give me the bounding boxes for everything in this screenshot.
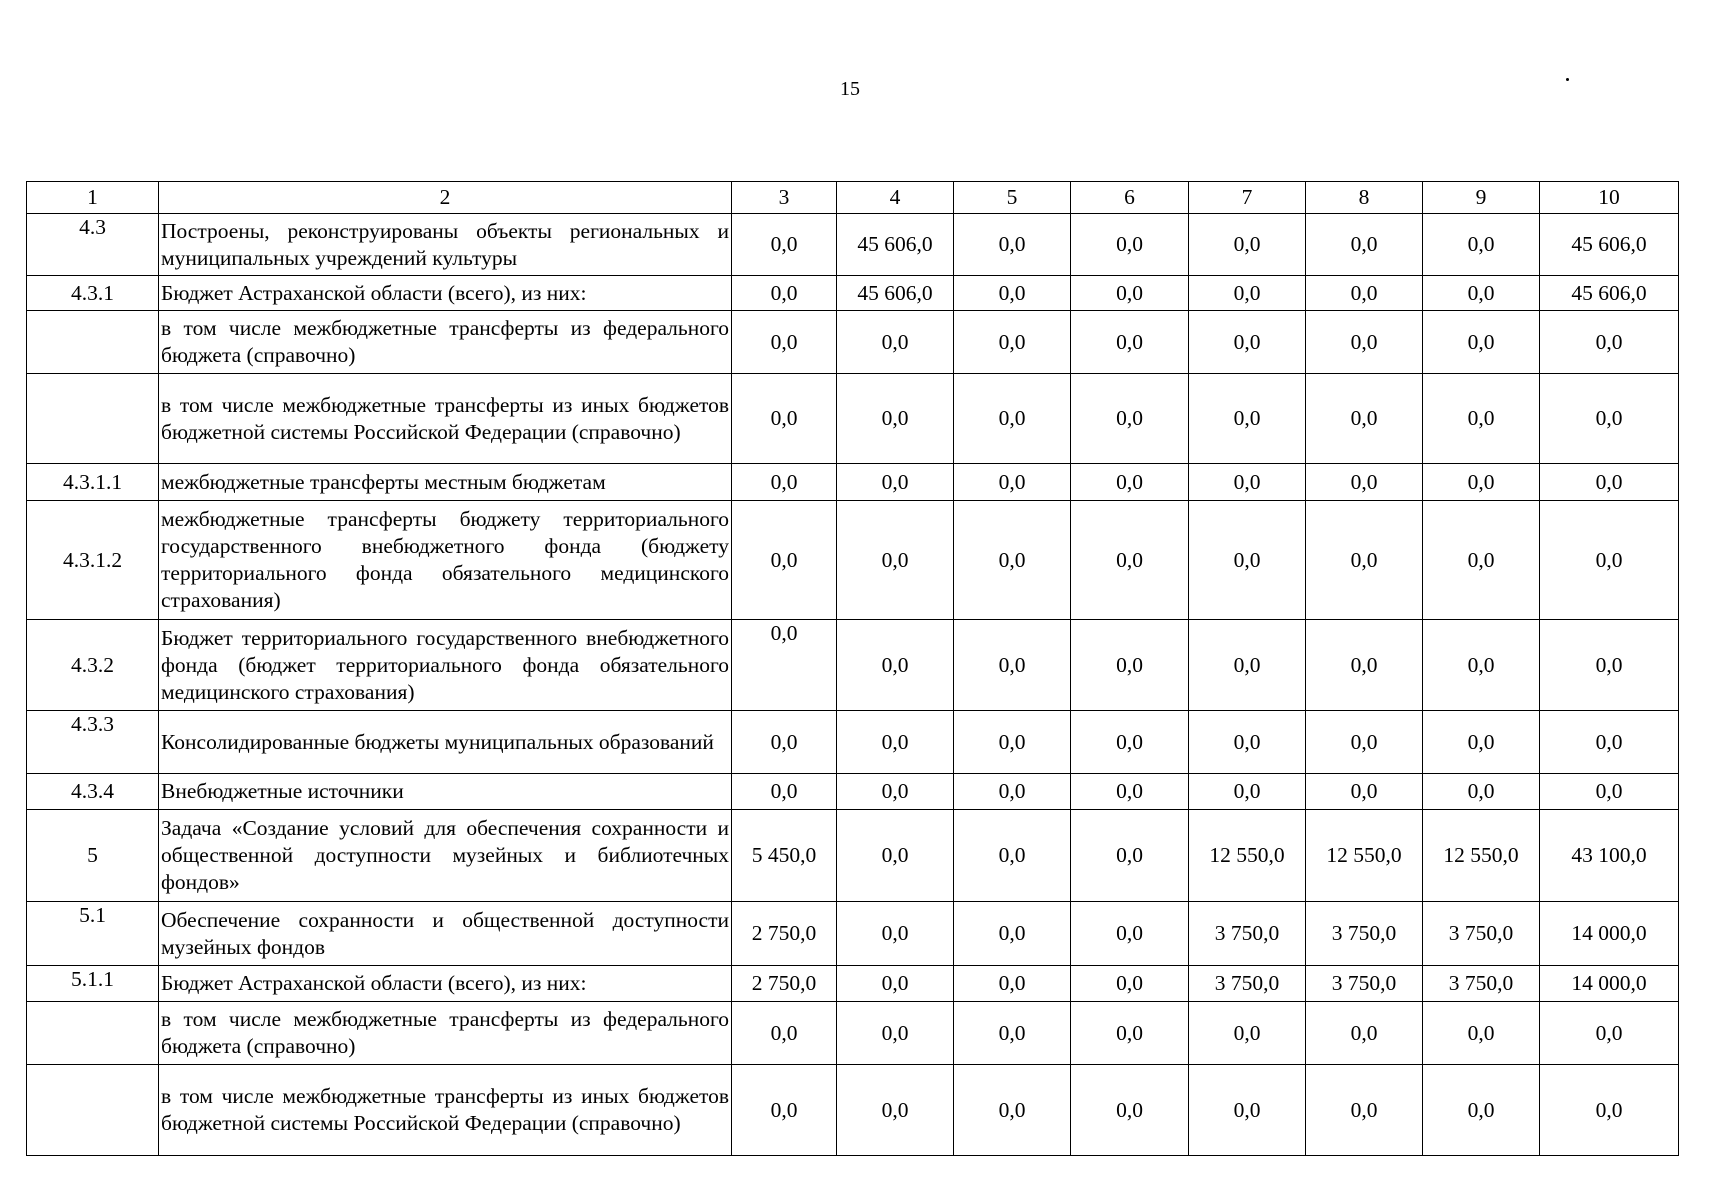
header-cell: 2 [159, 182, 732, 214]
row-description-cell: в том числе межбюджетные трансферты из иных бюджетов бюджетной системы Российской Федерации (справочно) [159, 374, 732, 464]
value-cell-col-8: 0,0 [1306, 464, 1423, 501]
header-cell: 8 [1306, 182, 1423, 214]
value-cell-col-7: 3 750,0 [1189, 966, 1306, 1002]
value-cell-col-8: 0,0 [1306, 501, 1423, 620]
row-number-cell: 4.3.1 [27, 276, 159, 311]
row-number-cell: 4.3.3 [27, 711, 159, 774]
row-number-cell: 4.3.1.2 [27, 501, 159, 620]
row-description-cell: межбюджетные трансферты местным бюджетам [159, 464, 732, 501]
value-cell-col-7: 0,0 [1189, 464, 1306, 501]
value-cell-col-10: 0,0 [1540, 501, 1679, 620]
value-cell-col-8: 0,0 [1306, 620, 1423, 711]
value-cell-col-10: 0,0 [1540, 1065, 1679, 1156]
value-cell-col-3: 0,0 [732, 711, 837, 774]
value-cell-col-7: 0,0 [1189, 1002, 1306, 1065]
value-cell-col-9: 0,0 [1423, 311, 1540, 374]
row-description-cell: Внебюджетные источники [159, 774, 732, 810]
table-row [27, 276, 1679, 311]
table-row [27, 774, 1679, 810]
value-cell-col-10: 0,0 [1540, 774, 1679, 810]
value-cell-col-10: 0,0 [1540, 620, 1679, 711]
value-cell-col-9: 0,0 [1423, 276, 1540, 311]
page-number: 15 [840, 78, 860, 100]
value-cell-col-9: 0,0 [1423, 214, 1540, 276]
row-description-cell: Бюджет Астраханской области (всего), из них: [159, 966, 732, 1002]
value-cell-col-9: 0,0 [1423, 464, 1540, 501]
value-cell-col-8: 0,0 [1306, 311, 1423, 374]
budget-table-body [27, 182, 1679, 1156]
value-cell-col-6: 0,0 [1071, 620, 1189, 711]
row-description-cell: в том числе межбюджетные трансферты из федерального бюджета (справочно) [159, 1002, 732, 1065]
table-row [27, 620, 1679, 711]
value-cell-col-8: 0,0 [1306, 1065, 1423, 1156]
value-cell-col-10: 14 000,0 [1540, 966, 1679, 1002]
value-cell-col-4: 0,0 [837, 620, 954, 711]
header-row [27, 182, 1679, 214]
value-cell-col-9: 0,0 [1423, 774, 1540, 810]
header-cell: 9 [1423, 182, 1540, 214]
value-cell-col-4: 0,0 [837, 464, 954, 501]
value-cell-col-7: 0,0 [1189, 276, 1306, 311]
row-number-cell: 5.1.1 [27, 966, 159, 1002]
header-cell: 4 [837, 182, 954, 214]
value-cell-col-3: 0,0 [732, 1002, 837, 1065]
row-number-cell: 5 [27, 810, 159, 902]
row-number-cell [27, 1065, 159, 1156]
value-cell-col-9: 0,0 [1423, 501, 1540, 620]
value-cell-col-9: 3 750,0 [1423, 966, 1540, 1002]
value-cell-col-4: 45 606,0 [837, 214, 954, 276]
table-row [27, 966, 1679, 1002]
value-cell-col-7: 0,0 [1189, 711, 1306, 774]
header-cell: 3 [732, 182, 837, 214]
value-cell-col-4: 0,0 [837, 311, 954, 374]
value-cell-col-10: 0,0 [1540, 711, 1679, 774]
value-cell-col-5: 0,0 [954, 501, 1071, 620]
value-cell-col-9: 0,0 [1423, 374, 1540, 464]
value-cell-col-5: 0,0 [954, 214, 1071, 276]
value-cell-col-4: 0,0 [837, 810, 954, 902]
row-description-cell: в том числе межбюджетные трансферты из иных бюджетов бюджетной системы Российской Федерации (справочно) [159, 1065, 732, 1156]
value-cell-col-3: 5 450,0 [732, 810, 837, 902]
value-cell-col-4: 0,0 [837, 1065, 954, 1156]
value-cell-col-10: 43 100,0 [1540, 810, 1679, 902]
row-description-cell: в том числе межбюджетные трансферты из федерального бюджета (справочно) [159, 311, 732, 374]
row-number-cell [27, 1002, 159, 1065]
row-number-cell [27, 374, 159, 464]
value-cell-col-10: 0,0 [1540, 311, 1679, 374]
value-cell-col-9: 0,0 [1423, 1002, 1540, 1065]
value-cell-col-7: 0,0 [1189, 501, 1306, 620]
value-cell-col-10: 14 000,0 [1540, 902, 1679, 966]
table-row [27, 501, 1679, 620]
budget-table [26, 181, 1679, 1156]
table-row [27, 311, 1679, 374]
value-cell-col-4: 0,0 [837, 501, 954, 620]
value-cell-col-5: 0,0 [954, 311, 1071, 374]
value-cell-col-3: 2 750,0 [732, 966, 837, 1002]
value-cell-col-9: 0,0 [1423, 1065, 1540, 1156]
value-cell-col-8: 0,0 [1306, 214, 1423, 276]
value-cell-col-7: 0,0 [1189, 774, 1306, 810]
row-description-cell: Бюджет территориального государственного внебюджетного фонда (бюджет территориального фонда обязательного медицинского страхования) [159, 620, 732, 711]
value-cell-col-10: 45 606,0 [1540, 214, 1679, 276]
value-cell-col-3: 0,0 [732, 214, 837, 276]
value-cell-col-6: 0,0 [1071, 774, 1189, 810]
table-row [27, 810, 1679, 902]
value-cell-col-9: 0,0 [1423, 620, 1540, 711]
value-cell-col-9: 3 750,0 [1423, 902, 1540, 966]
header-cell: 5 [954, 182, 1071, 214]
value-cell-col-10: 0,0 [1540, 1002, 1679, 1065]
value-cell-col-3: 0,0 [732, 464, 837, 501]
value-cell-col-5: 0,0 [954, 810, 1071, 902]
value-cell-col-5: 0,0 [954, 276, 1071, 311]
value-cell-col-6: 0,0 [1071, 902, 1189, 966]
value-cell-col-6: 0,0 [1071, 501, 1189, 620]
value-cell-col-8: 3 750,0 [1306, 902, 1423, 966]
value-cell-col-7: 0,0 [1189, 1065, 1306, 1156]
value-cell-col-9: 12 550,0 [1423, 810, 1540, 902]
table-row [27, 374, 1679, 464]
row-number-cell: 5.1 [27, 902, 159, 966]
table-row [27, 711, 1679, 774]
value-cell-col-3: 0,0 [732, 374, 837, 464]
header-cell: 10 [1540, 182, 1679, 214]
value-cell-col-3: 0,0 [732, 276, 837, 311]
table-row [27, 902, 1679, 966]
value-cell-col-4: 0,0 [837, 1002, 954, 1065]
header-cell: 6 [1071, 182, 1189, 214]
value-cell-col-4: 0,0 [837, 774, 954, 810]
value-cell-col-6: 0,0 [1071, 464, 1189, 501]
row-number-cell: 4.3.1.1 [27, 464, 159, 501]
row-description-cell: Задача «Создание условий для обеспечения сохранности и общественной доступности музейных и библиотечных фондов» [159, 810, 732, 902]
row-description-cell: Построены, реконструированы объекты региональных и муниципальных учреждений культуры [159, 214, 732, 276]
value-cell-col-8: 0,0 [1306, 711, 1423, 774]
value-cell-col-6: 0,0 [1071, 810, 1189, 902]
row-number-cell: 4.3 [27, 214, 159, 276]
value-cell-col-4: 0,0 [837, 902, 954, 966]
row-number-cell: 4.3.2 [27, 620, 159, 711]
value-cell-col-6: 0,0 [1071, 966, 1189, 1002]
value-cell-col-8: 3 750,0 [1306, 966, 1423, 1002]
value-cell-col-6: 0,0 [1071, 214, 1189, 276]
value-cell-col-5: 0,0 [954, 620, 1071, 711]
value-cell-col-5: 0,0 [954, 966, 1071, 1002]
value-cell-col-8: 0,0 [1306, 774, 1423, 810]
value-cell-col-5: 0,0 [954, 464, 1071, 501]
row-number-cell: 4.3.4 [27, 774, 159, 810]
value-cell-col-3: 0,0 [732, 311, 837, 374]
value-cell-col-4: 45 606,0 [837, 276, 954, 311]
value-cell-col-10: 0,0 [1540, 464, 1679, 501]
value-cell-col-4: 0,0 [837, 966, 954, 1002]
value-cell-col-8: 0,0 [1306, 276, 1423, 311]
value-cell-col-7: 0,0 [1189, 311, 1306, 374]
value-cell-col-3: 2 750,0 [732, 902, 837, 966]
row-description-cell: Обеспечение сохранности и общественной доступности музейных фондов [159, 902, 732, 966]
value-cell-col-4: 0,0 [837, 374, 954, 464]
header-cell: 7 [1189, 182, 1306, 214]
row-number-cell [27, 311, 159, 374]
value-cell-col-7: 3 750,0 [1189, 902, 1306, 966]
value-cell-col-3: 0,0 [732, 501, 837, 620]
value-cell-col-5: 0,0 [954, 1065, 1071, 1156]
value-cell-col-10: 0,0 [1540, 374, 1679, 464]
value-cell-col-8: 12 550,0 [1306, 810, 1423, 902]
value-cell-col-7: 12 550,0 [1189, 810, 1306, 902]
value-cell-col-7: 0,0 [1189, 374, 1306, 464]
value-cell-col-7: 0,0 [1189, 620, 1306, 711]
value-cell-col-3: 0,0 [732, 774, 837, 810]
table-row [27, 1002, 1679, 1065]
value-cell-col-5: 0,0 [954, 774, 1071, 810]
header-cell: 1 [27, 182, 159, 214]
value-cell-col-7: 0,0 [1189, 214, 1306, 276]
value-cell-col-8: 0,0 [1306, 374, 1423, 464]
value-cell-col-9: 0,0 [1423, 711, 1540, 774]
value-cell-col-5: 0,0 [954, 374, 1071, 464]
value-cell-col-5: 0,0 [954, 902, 1071, 966]
value-cell-col-4: 0,0 [837, 711, 954, 774]
table-row [27, 214, 1679, 276]
value-cell-col-8: 0,0 [1306, 1002, 1423, 1065]
value-cell-col-6: 0,0 [1071, 374, 1189, 464]
value-cell-col-6: 0,0 [1071, 311, 1189, 374]
row-description-cell: межбюджетные трансферты бюджету территориального государственного внебюджетного фонда (бюджету территориального фонда обязательного медицинского страхования) [159, 501, 732, 620]
value-cell-col-5: 0,0 [954, 711, 1071, 774]
value-cell-col-6: 0,0 [1071, 711, 1189, 774]
table-row [27, 464, 1679, 501]
scan-dot [1566, 78, 1569, 81]
value-cell-col-3: 0,0 [732, 620, 837, 711]
value-cell-col-10: 45 606,0 [1540, 276, 1679, 311]
table-row [27, 1065, 1679, 1156]
value-cell-col-3: 0,0 [732, 1065, 837, 1156]
row-description-cell: Консолидированные бюджеты муниципальных образований [159, 711, 732, 774]
value-cell-col-5: 0,0 [954, 1002, 1071, 1065]
row-description-cell: Бюджет Астраханской области (всего), из них: [159, 276, 732, 311]
value-cell-col-6: 0,0 [1071, 1002, 1189, 1065]
value-cell-col-6: 0,0 [1071, 1065, 1189, 1156]
value-cell-col-6: 0,0 [1071, 276, 1189, 311]
